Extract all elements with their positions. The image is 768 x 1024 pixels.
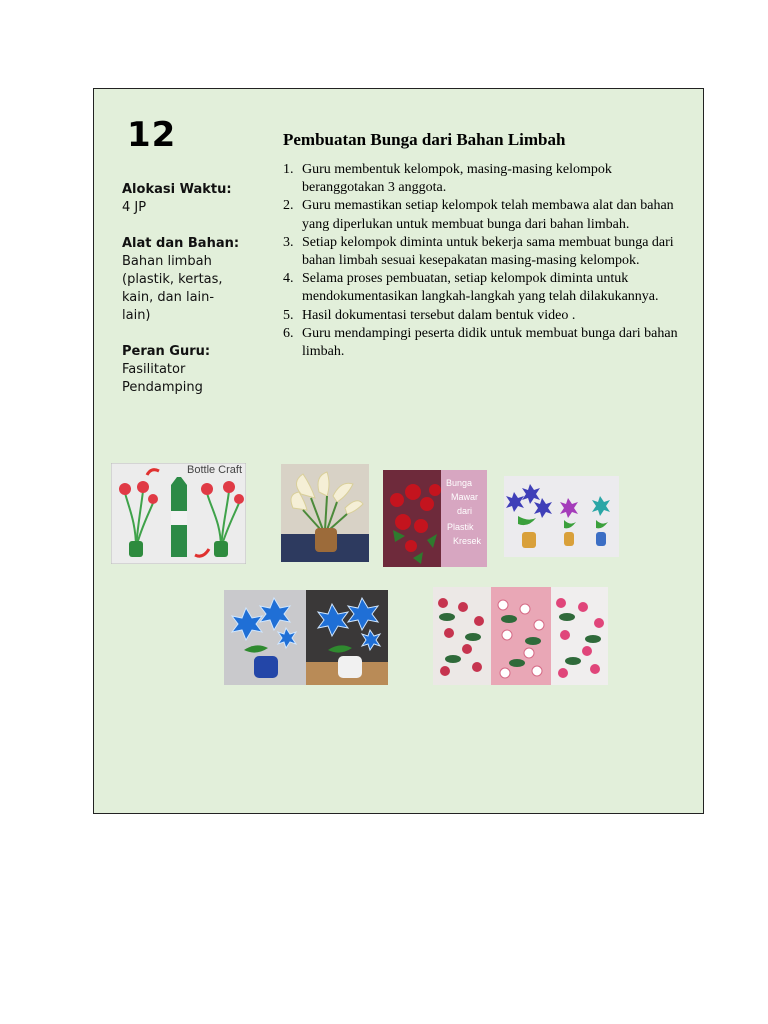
step-text: Setiap kelompok diminta untuk bekerja sama membuat bunga dari bahan limbah sesuai kesepakatan masing-masing kelompok.: [302, 234, 674, 269]
step-item: [283, 161, 693, 197]
star-flower-image: [504, 476, 619, 557]
step-text: Guru memastikan setiap kelompok telah membawa alat dan bahan yang diperlukan untuk membuat bunga dari bahan limbah.: [302, 198, 674, 232]
bottle-craft-photo: [111, 463, 246, 564]
blue-lily-image: [224, 590, 388, 685]
sidebar-info: [122, 181, 242, 415]
calla-lily-image: [281, 464, 369, 562]
time-label: Alokasi Waktu:: [122, 182, 232, 197]
step-item: [283, 234, 693, 270]
step-item: [283, 197, 693, 233]
step-text: Guru mendampingi peserta didik untuk membuat bunga dari bahan limbah.: [302, 325, 678, 360]
red-rose-image: [383, 470, 487, 567]
red-rose-photo: [383, 470, 487, 567]
step-number: 5.: [283, 307, 294, 323]
tools-label: Alat dan Bahan:: [122, 236, 240, 251]
step-number: 6.: [283, 325, 294, 341]
calla-lily-photo: [281, 464, 369, 562]
bottle-craft-caption: Bottle Craft: [187, 464, 243, 476]
time-value: 4 JP: [122, 200, 147, 215]
star-flower-photo: [504, 476, 619, 557]
activity-card: [93, 88, 704, 814]
pink-flower-photo: [433, 587, 608, 685]
activity-title: Pembuatan Bunga dari Bahan Limbah: [283, 130, 566, 149]
role-label: Peran Guru:: [122, 344, 211, 359]
role-value-facilitator: Fasilitator: [122, 362, 186, 377]
step-number: 3.: [283, 234, 294, 250]
mawar-caption-bunga: Bunga: [446, 478, 473, 488]
step-number: 4.: [283, 271, 294, 287]
step-text: Guru membentuk kelompok, masing-masing kelompok beranggotakan 3 anggota.: [302, 162, 612, 196]
step-text: Selama proses pembuatan, setiap kelompok diminta untuk mendokumentasikan langkah-langkah yang telah dilakukannya.: [302, 271, 659, 305]
step-text: Hasil dokumentasi tersebut dalam bentuk video .: [302, 307, 576, 323]
role-value-companion: Pendamping: [122, 380, 203, 395]
step-item: [283, 325, 693, 361]
mawar-caption-kresek: Kresek: [453, 536, 482, 546]
pink-flower-image: [433, 587, 608, 685]
step-item: [283, 270, 693, 306]
step-number: 2.: [283, 198, 294, 214]
blue-lily-photo: [224, 590, 388, 685]
tools-value: Bahan limbah (plastik, kertas, kain, dan lain-lain): [122, 254, 223, 323]
step-item: [283, 307, 693, 325]
steps-list: [283, 161, 693, 361]
bottle-craft-image: [111, 463, 246, 564]
mawar-caption-mawar: Mawar: [451, 492, 479, 502]
activity-number: 12: [127, 115, 177, 155]
mawar-caption-dari: dari: [457, 506, 473, 516]
step-number: 1.: [283, 162, 294, 177]
mawar-caption-plastik: Plastik: [447, 522, 474, 532]
